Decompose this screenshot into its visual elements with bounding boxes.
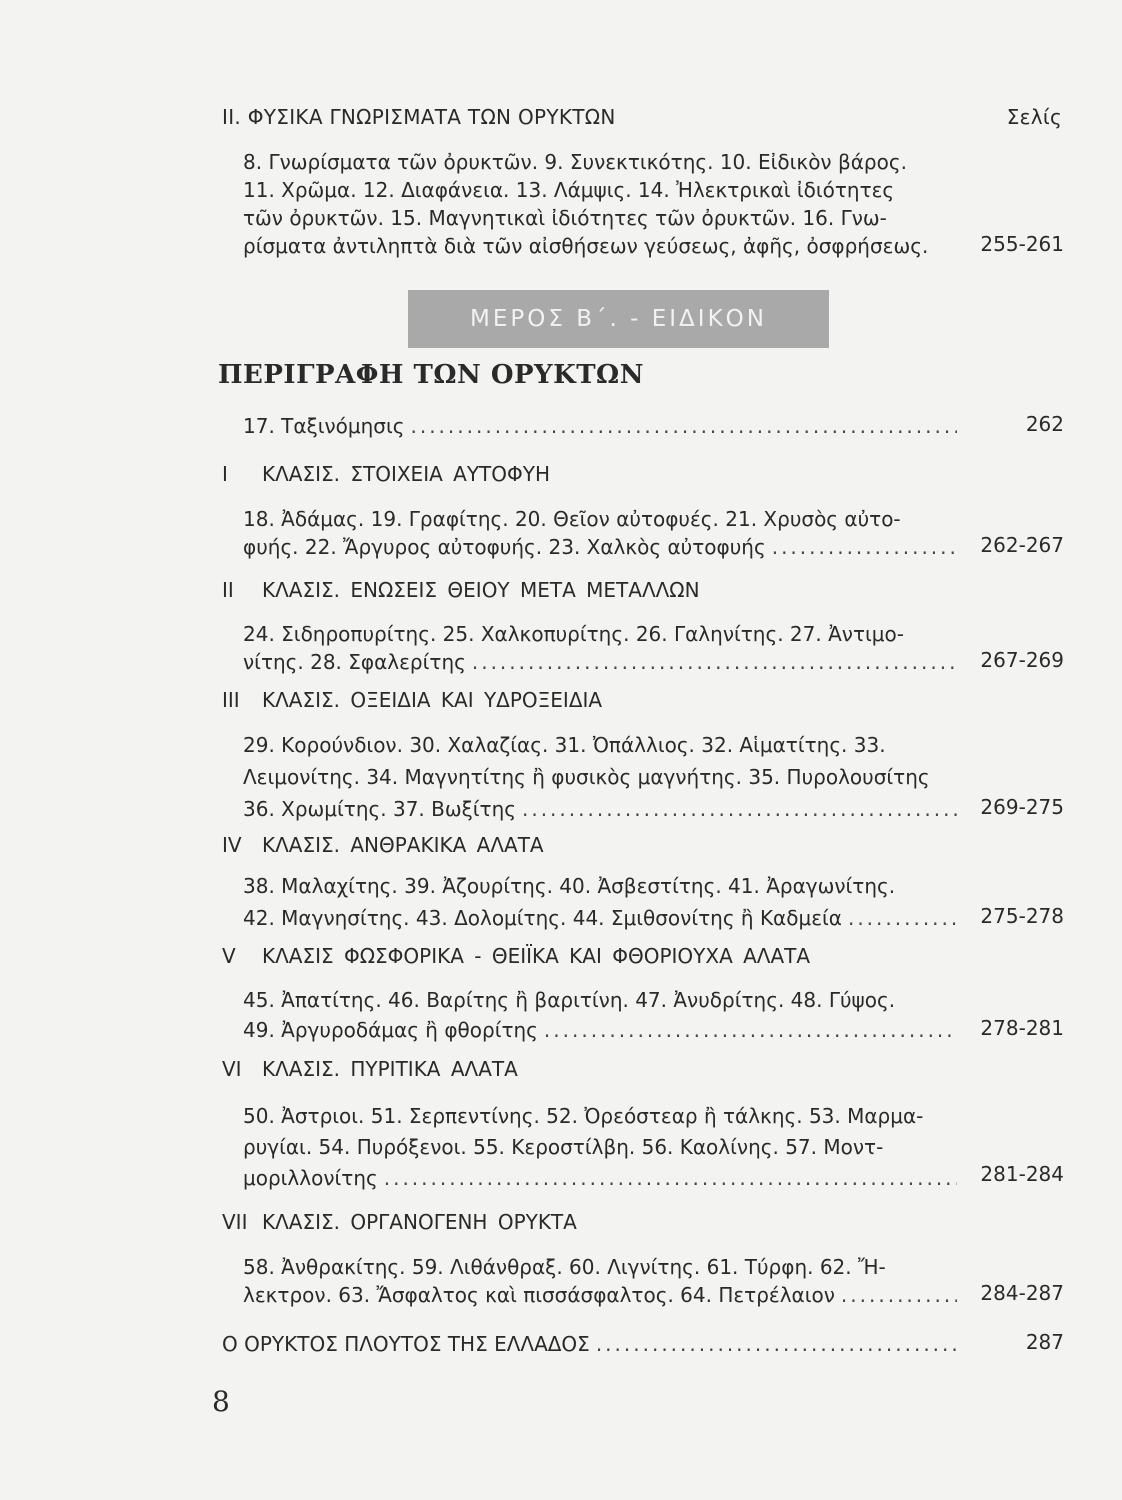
class-number: VII <box>222 1210 248 1234</box>
dot-leader <box>848 904 957 932</box>
entry-text: Ο ΟΡΥΚΤΟΣ ΠΛΟΥΤΟΣ ΤΗΣ ΕΛΛΑΔΟΣ <box>222 1332 590 1356</box>
entry-text: νίτης. 28. Σφαλερίτης <box>243 650 466 674</box>
page-number: 255-261 <box>980 232 1064 256</box>
leader-line <box>243 412 963 440</box>
class-entries <box>243 1253 963 1309</box>
text-line: 29. Κορούνδιον. 30. Χαλαζίας. 31. Ὀπάλλιος. 32. Αἱματίτης. 33. <box>243 733 886 757</box>
class-title: ΚΛΑΣΙΣ. ΠΥΡΙΤΙΚΑ ΑΛΑΤΑ <box>262 1057 518 1081</box>
leader-line <box>243 904 963 932</box>
leader-line <box>243 795 963 823</box>
dot-leader <box>544 1016 957 1044</box>
class-title: ΚΛΑΣΙΣ. ΕΝΩΣΕΙΣ ΘΕΙΟΥ ΜΕΤΑ ΜΕΤΑΛΛΩΝ <box>262 578 700 602</box>
class-number: IV <box>222 833 242 857</box>
page-number: 262 <box>1025 412 1064 436</box>
page-number: 281-284 <box>980 1162 1064 1186</box>
entry-text: μοριλλονίτης <box>243 1166 378 1190</box>
class-entries <box>243 620 963 676</box>
text-line: ρυγίαι. 54. Πυρόξενοι. 55. Κεροστίλβη. 56. Καολίνης. 57. Μοντ- <box>243 1135 884 1159</box>
text-line: τῶν ὀρυκτῶν. 15. Μαγνητικαὶ ἰδιότητες τῶν ὀρυκτῶν. 16. Γνω- <box>243 206 887 230</box>
leader-line <box>243 1016 963 1044</box>
leader-line <box>222 1330 963 1358</box>
dot-leader <box>841 1281 957 1309</box>
dot-leader <box>384 1164 957 1192</box>
part-title: ΠΕΡΙΓΡΑΦΗ ΤΩΝ ΟΡΥΚΤΩΝ <box>218 360 644 390</box>
page-number: 262-267 <box>980 533 1064 557</box>
class-heading <box>222 462 550 486</box>
class-title: ΚΛΑΣΙΣ. ΑΝΘΡΑΚΙΚΑ ΑΛΑΤΑ <box>262 833 544 857</box>
entry-text: λεκτρον. 63. Ἄσφαλτος καὶ πισσάσφαλτος. 64. Πετρέλαιον <box>243 1283 835 1307</box>
dot-leader <box>472 648 957 676</box>
class-heading <box>222 1057 518 1081</box>
class-title: ΚΛΑΣΙΣ ΦΩΣΦΟΡΙΚΑ - ΘΕΙΪΚΑ ΚΑΙ ΦΘΟΡΙΟΥΧΑ ΑΛΑΤΑ <box>262 944 811 968</box>
class-number: III <box>222 688 240 712</box>
leader-line <box>243 648 963 676</box>
class-entries <box>243 1102 963 1192</box>
page-number: 287 <box>1025 1330 1064 1354</box>
entry-text: 17. Ταξινόμησις <box>243 414 405 438</box>
class-heading <box>222 688 602 712</box>
text-line: 24. Σιδηροπυρίτης. 25. Χαλκοπυρίτης. 26. Γαληνίτης. 27. Ἀντιμο- <box>243 622 904 646</box>
dot-leader <box>410 412 957 440</box>
class-entries <box>243 872 963 932</box>
class-entries <box>243 505 963 561</box>
page-number: 275-278 <box>980 904 1064 928</box>
class-title: ΚΛΑΣΙΣ. ΣΤΟΙΧΕΙΑ ΑΥΤΟΦΥΗ <box>262 462 550 486</box>
text-line: 8. Γνωρίσματα τῶν ὀρυκτῶν. 9. Συνεκτικότης. 10. Εἰδικὸν βάρος. <box>243 150 907 174</box>
dot-leader <box>772 533 957 561</box>
class-heading <box>222 944 810 968</box>
section-ii-paragraph <box>243 148 963 260</box>
class-entries <box>243 986 963 1044</box>
entry-text: 36. Χρωμίτης. 37. Βωξίτης <box>243 797 516 821</box>
text-line: 50. Ἀστριοι. 51. Σερπεντίνης. 52. Ὀρεόστεαρ ἢ τάλκης. 53. Μαρμα- <box>243 1104 924 1128</box>
page-number: 267-269 <box>980 648 1064 672</box>
entry-text: 42. Μαγνησίτης. 43. Δολομίτης. 44. Σμιθσονίτης ἢ Καδμεία <box>243 906 842 930</box>
class-number: V <box>222 944 236 968</box>
page-number: 278-281 <box>980 1016 1064 1040</box>
text-line: 45. Ἀπατίτης. 46. Βαρίτης ἢ βαριτίνη. 47. Ἀνυδρίτης. 48. Γύψος. <box>243 988 896 1012</box>
leader-line <box>243 1281 963 1309</box>
page-number: 284-287 <box>980 1281 1064 1305</box>
page-column-label: Σελίς <box>1006 105 1062 129</box>
class-heading <box>222 833 544 857</box>
leader-line <box>243 533 963 561</box>
page-number: 269-275 <box>980 795 1064 819</box>
class-number: VI <box>222 1057 242 1081</box>
toc-entry <box>222 1330 963 1358</box>
leader-line <box>243 1164 963 1192</box>
class-number: II <box>222 578 234 602</box>
entry-text: φυής. 22. Ἄργυρος αὐτοφυής. 23. Χαλκὸς αὐτοφυής <box>243 535 766 559</box>
dot-leader <box>596 1330 957 1358</box>
text-line: 18. Ἀδάμας. 19. Γραφίτης. 20. Θεῖον αὐτοφυές. 21. Χρυσὸς αὐτο- <box>243 507 901 531</box>
section-ii-title: ΙΙ. ΦΥΣΙΚΑ ΓΝΩΡΙΣΜΑΤΑ ΤΩΝ ΟΡΥΚΤΩΝ <box>222 105 616 129</box>
dot-leader <box>522 795 957 823</box>
text-line: ρίσματα ἀντιληπτὰ διὰ τῶν αἰσθήσεων γεύσεως, ἀφῆς, ὀσφρήσεως. <box>243 234 929 258</box>
text-line: Λειμονίτης. 34. Μαγνητίτης ἢ φυσικὸς μαγνήτης. 35. Πυρολουσίτης <box>243 765 930 789</box>
text-line: 58. Ἀνθρακίτης. 59. Λιθάνθραξ. 60. Λιγνίτης. 61. Τύρφη. 62. Ἤ- <box>243 1255 886 1279</box>
folio-number: 8 <box>212 1385 230 1418</box>
class-title: ΚΛΑΣΙΣ. ΟΡΓΑΝΟΓΕΝΗ ΟΡΥΚΤΑ <box>262 1210 577 1234</box>
toc-entry <box>243 412 963 440</box>
class-title: ΚΛΑΣΙΣ. ΟΞΕΙΔΙΑ ΚΑΙ ΥΔΡΟΞΕΙΔΙΑ <box>262 688 603 712</box>
class-heading <box>222 578 700 602</box>
class-entries <box>243 731 963 823</box>
part-banner: ΜΕΡΟΣ Β΄. - ΕΙΔΙΚΟΝ <box>408 290 829 348</box>
entry-text: 49. Ἀργυροδάμας ἢ φθορίτης <box>243 1018 538 1042</box>
class-heading <box>222 1210 577 1234</box>
text-line: 11. Χρῶμα. 12. Διαφάνεια. 13. Λάμψις. 14. Ἠλεκτρικαὶ ἰδιότητες <box>243 178 895 202</box>
class-number: I <box>222 462 228 486</box>
text-line: 38. Μαλαχίτης. 39. Ἀζουρίτης. 40. Ἀσβεστίτης. 41. Ἀραγωνίτης. <box>243 874 896 898</box>
